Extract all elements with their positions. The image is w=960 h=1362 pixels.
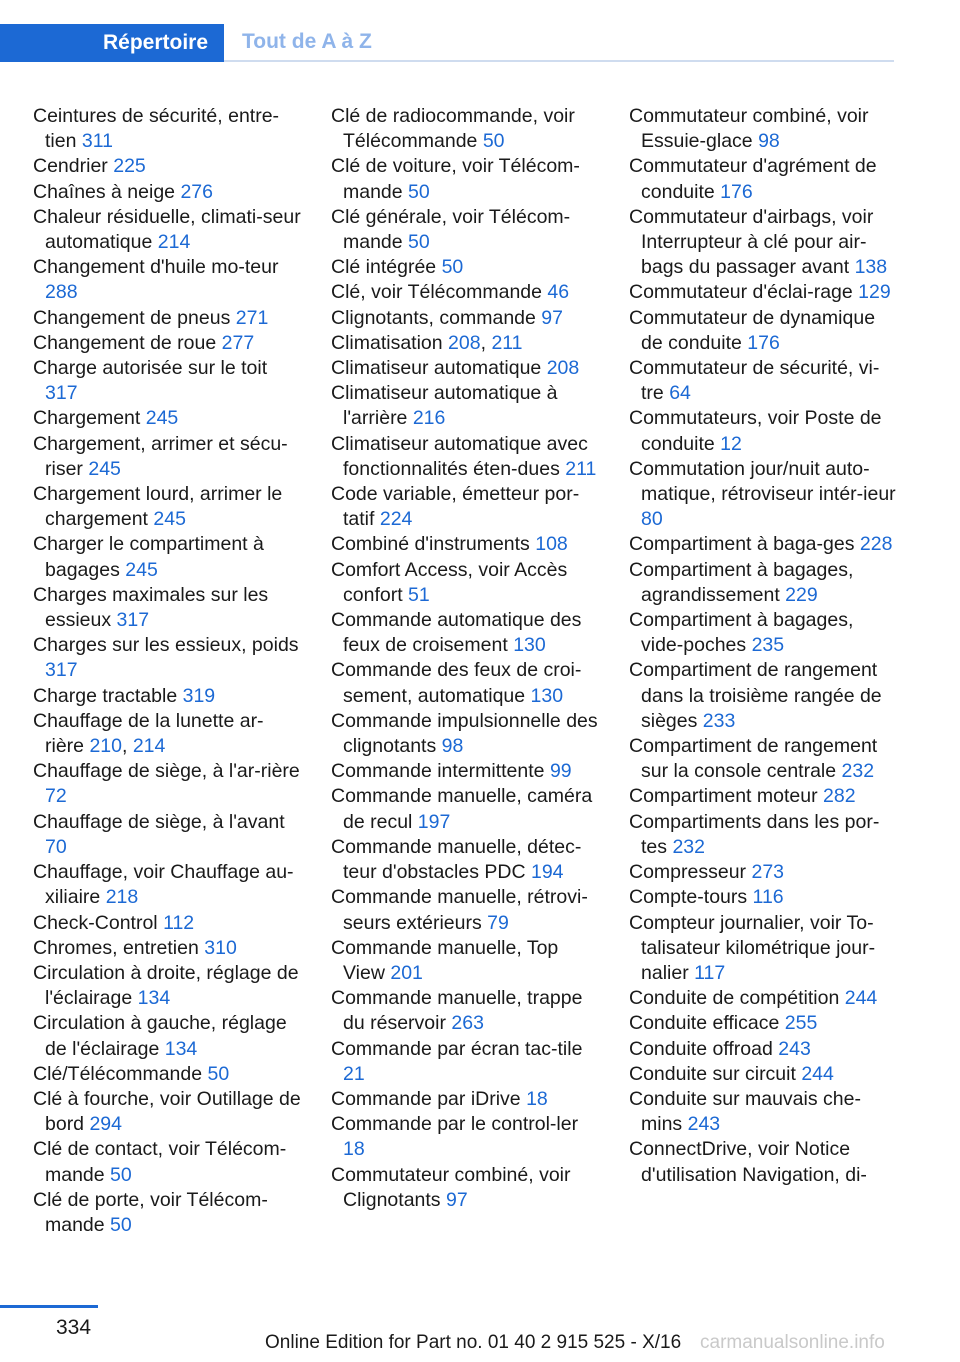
tab-tout-de-a-a-z[interactable]: Tout de A à Z (224, 24, 894, 62)
index-entry (33, 1087, 301, 1137)
index-entry-text: Commutation jour/nuit auto-matique, rétroviseur intér-ieur (629, 457, 896, 506)
index-entry-text: Commutateur combiné, voir Essuie-glace (629, 105, 869, 153)
page-link[interactable]: 50 (408, 231, 430, 254)
index-entry (33, 432, 301, 482)
page-link[interactable]: 216 (412, 407, 446, 430)
index-entry (331, 1112, 599, 1162)
index-entry (629, 734, 897, 784)
page-link[interactable]: 233 (702, 709, 736, 732)
index-entry-text: Chauffage, voir Chauffage au-xiliaire (33, 861, 294, 909)
index-entry (629, 356, 897, 406)
page-link[interactable]: 21 (343, 1062, 365, 1085)
index-entry (33, 406, 301, 431)
index-entry-text: Climatiseur automatique (331, 357, 542, 380)
index-entry-text: Charges maximales sur les essieux (33, 583, 269, 632)
page-link[interactable]: 129 (858, 281, 891, 304)
index-entry-text: Commutateur d'agrément de conduite (629, 155, 877, 203)
index-entry (33, 532, 301, 582)
index-entry (629, 810, 897, 860)
index-entry-text: Clé de contact, voir Télécom-mande (33, 1138, 287, 1186)
index-entry (331, 1087, 599, 1112)
index-entry (33, 180, 301, 205)
index-entry (33, 331, 301, 356)
page-link[interactable]: 317 (45, 382, 78, 405)
index-entry-text: Commande par le control-ler (331, 1113, 579, 1136)
index-entry-text: Code variable, émetteur por-tatif (331, 483, 580, 531)
page-link[interactable]: 244 (844, 987, 878, 1010)
watermark: carmanualsonline.info (700, 1332, 885, 1353)
index-entry (629, 911, 897, 987)
page-link[interactable]: 245 (88, 457, 121, 480)
page-link[interactable]: 214 (132, 735, 166, 758)
index-entry (33, 1011, 301, 1061)
page-link[interactable]: 176 (747, 331, 780, 354)
index-entry-text: Cendrier (33, 155, 108, 178)
index-entry-text: Commutateur de dynamique de conduite (629, 306, 876, 354)
index-entry (629, 306, 897, 356)
page-link[interactable]: 277 (221, 331, 255, 354)
page-link[interactable]: 228 (859, 533, 893, 556)
index-entry (331, 1163, 599, 1213)
index-entry (629, 532, 897, 557)
page-link[interactable]: 255 (784, 1012, 818, 1035)
index-entry-text: Chauffage de siège, à l'avant (33, 810, 285, 833)
index-entry-text: Commande manuelle, caméra de recul (331, 785, 593, 833)
index-entry (629, 658, 897, 734)
index-entry (33, 1062, 301, 1087)
page-link[interactable]: 98 (441, 735, 464, 758)
index-entry-text: Conduite sur mauvais che-mins (629, 1087, 861, 1136)
index-entry-text: Commande impulsionnelle des clignotants (331, 709, 598, 758)
index-entry-text: Conduite offroad (629, 1037, 773, 1060)
index-entry-text: Changement d'huile mo-teur (33, 256, 279, 279)
index-entry (33, 936, 301, 961)
page-link[interactable]: 210 (89, 735, 122, 758)
index-entry (33, 583, 301, 633)
page-link[interactable]: 130 (513, 634, 546, 657)
index-entry-text: Clé/Télécommande (33, 1062, 203, 1085)
index-entry: Chauffage de la lunette ar-rière 210, 214 (33, 709, 264, 758)
index-entry (331, 1037, 599, 1087)
page-link[interactable]: 138 (854, 256, 888, 279)
index-entry-text: Chargement lourd, arrimer le chargement (33, 483, 283, 531)
index-entry (33, 860, 301, 910)
index-column-3 (629, 104, 897, 1188)
page-link[interactable]: 282 (823, 785, 856, 808)
index-entry-text: Changement de roue (33, 331, 217, 354)
index-entry (331, 356, 599, 381)
page-link[interactable]: 218 (105, 886, 139, 909)
edition-note: Online Edition for Part no. 01 40 2 915 525 - X/16 (265, 1332, 682, 1353)
page-link[interactable]: 235 (751, 634, 785, 657)
page-link[interactable]: 288 (45, 281, 78, 304)
index-entry (331, 558, 599, 608)
index-entry-text: Chaînes à neige (33, 180, 176, 203)
page-link[interactable]: 50 (110, 1163, 132, 1186)
index-entry (629, 608, 897, 658)
index-entry (331, 255, 599, 280)
page-number: 334 (56, 1316, 92, 1339)
index-entry (33, 633, 301, 683)
index-entry-text: Chauffage de la lunette ar-rière (33, 709, 264, 758)
page-link[interactable]: 211 (565, 457, 597, 480)
index-entry-text: Conduite sur circuit (629, 1062, 796, 1085)
page-link[interactable]: 232 (841, 760, 875, 783)
page-link[interactable]: 97 (445, 1188, 468, 1211)
index-entry (33, 961, 301, 1011)
page-link[interactable]: 244 (801, 1062, 834, 1085)
index-entry-text: Clé de radiocommande, voir Télécommande (331, 105, 575, 153)
page-link[interactable]: 201 (390, 961, 423, 984)
index-entry-text: Climatiseur automatique avec fonctionnalités éten-dues (331, 432, 588, 480)
index-entry (629, 784, 897, 809)
index-entry (331, 482, 599, 532)
index-entry-text: Commande manuelle, détec-teur d'obstacles PDC (331, 835, 582, 884)
index-entry (33, 1188, 301, 1238)
page-link[interactable]: 263 (451, 1012, 484, 1035)
footer-accent-line (0, 1305, 98, 1308)
index-entry-text: Changement de pneus (33, 306, 231, 329)
index-entry (331, 306, 599, 331)
page-link[interactable]: 50 (408, 180, 430, 203)
index-entry-text: ConnectDrive, voir Notice d'utilisation Navigation, di- (629, 1138, 867, 1186)
page-link[interactable]: 18 (526, 1087, 548, 1110)
page-link[interactable]: 79 (487, 911, 509, 934)
index-entry-text: Compartiment à bagages, agrandissement (629, 558, 854, 606)
index-entry (33, 104, 301, 154)
index-entry-text: Clé intégrée (331, 256, 437, 279)
index-entry (33, 684, 301, 709)
index-entry (331, 784, 599, 834)
index-entry (331, 759, 599, 784)
index-entry (629, 885, 897, 910)
index-entry (33, 356, 301, 406)
page-link[interactable]: 211 (491, 331, 523, 354)
page-link[interactable]: 108 (535, 533, 568, 556)
page-link[interactable]: 197 (417, 810, 451, 833)
index-entry-text: Commutateur combiné, voir Clignotants (331, 1163, 571, 1211)
index-entry (629, 1062, 897, 1087)
page-link[interactable]: 276 (180, 180, 213, 203)
index-entry (629, 457, 897, 533)
index-entry-text: Chargement (33, 407, 141, 430)
index-entry-text: Compartiment à bagages, vide-poches (629, 609, 854, 657)
page-link[interactable]: 294 (89, 1113, 122, 1136)
page-link[interactable]: 311 (81, 130, 113, 153)
page-link[interactable]: 98 (758, 130, 780, 153)
tab-repertoire[interactable]: Répertoire (0, 24, 224, 62)
index-entry (33, 1137, 301, 1187)
index-entry-text: Commutateur d'éclai-rage (629, 281, 853, 304)
index-entry-text: Clé de voiture, voir Télécom-mande (331, 155, 580, 203)
index-entry-text: Commande par écran tac-tile (331, 1037, 583, 1060)
index-entry (331, 658, 599, 708)
index-entry (629, 986, 897, 1011)
index-entry-text: Commande intermittente (331, 760, 545, 783)
index-entry (629, 280, 897, 305)
index-entry-text: Circulation à gauche, réglage de l'éclairage (33, 1012, 287, 1060)
index-entry-text: Compartiment à baga-ges (629, 533, 855, 556)
page-link[interactable]: 271 (235, 306, 269, 329)
page-link[interactable]: 70 (45, 835, 67, 858)
page-link[interactable]: 50 (207, 1062, 230, 1085)
index-entry-text: Commutateurs, voir Poste de conduite (629, 407, 882, 455)
index-entry (33, 759, 301, 809)
page-link[interactable]: 214 (157, 231, 191, 254)
index-entry (33, 306, 301, 331)
page-link[interactable]: 243 (687, 1113, 721, 1136)
index-entry-text: Clé à fourche, voir Outillage de bord (33, 1087, 301, 1136)
index-entry (331, 608, 599, 658)
page-link[interactable]: 176 (720, 180, 753, 203)
index-column-2 (331, 104, 599, 1213)
page-link[interactable]: 51 (408, 583, 430, 606)
index-entry-text: Comfort Access, voir Accès confort (331, 558, 568, 606)
page-link[interactable]: 317 (116, 609, 150, 632)
index-entry (331, 532, 599, 557)
page-link[interactable]: 208 (546, 357, 580, 380)
page-link[interactable]: 12 (720, 432, 742, 455)
page-link[interactable]: 134 (164, 1037, 198, 1060)
index-entry (629, 406, 897, 456)
index-entry-text: Charges sur les essieux, poids (33, 634, 299, 657)
index-entry-text: Chargement, arrimer et sécu-riser (33, 432, 288, 480)
index-entry (629, 104, 897, 154)
page-link[interactable]: 117 (694, 961, 726, 984)
index-entry-text: Commutateur de sécurité, vi-tre (629, 357, 880, 405)
index-entry (33, 255, 301, 305)
index-entry-text: Climatisation (331, 331, 443, 354)
page-link[interactable]: 232 (672, 835, 705, 858)
index-entry-text: Compartiment moteur (629, 785, 818, 808)
index-entry-text: Clé, voir Télécommande (331, 281, 542, 304)
index-entry (331, 205, 599, 255)
page-link[interactable]: 317 (45, 659, 78, 682)
index-entry-text: Circulation à droite, réglage de l'éclairage (33, 961, 299, 1010)
page-link[interactable]: 273 (751, 861, 785, 884)
index-entry (33, 482, 301, 532)
index-entry-text: Chaleur résiduelle, climati-seur automatique (33, 205, 301, 254)
index-entry (331, 104, 599, 154)
index-entry-text: Compteur journalier, voir To-talisateur kilométrique jour-nalier (629, 911, 876, 984)
page-link[interactable]: 130 (530, 684, 564, 707)
page-link[interactable]: 50 (110, 1213, 132, 1236)
page-link[interactable]: 319 (182, 684, 216, 707)
index-column-1 (33, 104, 301, 1238)
index-entry-text: Chauffage de siège, à l'ar-rière (33, 760, 300, 783)
index-entry (629, 154, 897, 204)
index-entry (331, 885, 599, 935)
page-link[interactable]: 245 (125, 558, 158, 581)
index-entry-text: Clignotants, commande (331, 306, 536, 329)
page-link[interactable]: 72 (45, 785, 67, 808)
index-entry-text: Charge tractable (33, 684, 178, 707)
index-entry (33, 205, 301, 255)
page-link[interactable]: 99 (549, 760, 572, 783)
index-entry (331, 381, 599, 431)
page-link[interactable]: 225 (113, 155, 146, 178)
index-entry-text: Compartiments dans les por-tes (629, 810, 880, 858)
index-entry-text: Commande automatique des feux de croisement (331, 609, 582, 657)
index-entry-text: Compartiment de rangement sur la console centrale (629, 735, 878, 783)
page-link[interactable]: 18 (343, 1138, 365, 1161)
index-entry (629, 205, 897, 281)
index-entry-text: Commande des feux de croi-sement, automatique (331, 659, 582, 707)
index-entry (331, 432, 599, 482)
page-link[interactable]: 224 (379, 508, 413, 531)
page-link[interactable]: 243 (778, 1037, 811, 1060)
index-entry (331, 936, 599, 986)
page-link[interactable]: 194 (530, 861, 564, 884)
page-link[interactable]: 245 (145, 407, 179, 430)
index-entry-text: Chromes, entretien (33, 936, 199, 959)
page-link[interactable]: 50 (441, 256, 464, 279)
top-navigation (0, 0, 960, 62)
page-link[interactable]: 208 (448, 331, 481, 354)
page-link[interactable]: 134 (137, 987, 171, 1010)
index-entry-text: Commutateur d'airbags, voir Interrupteur à clé pour air-bags du passager avant (629, 205, 874, 279)
page-link[interactable]: 112 (163, 911, 195, 934)
index-entry (331, 835, 599, 885)
page-link[interactable]: 310 (204, 936, 237, 959)
index-entry (629, 860, 897, 885)
index-entry (33, 154, 301, 179)
page-link[interactable]: 50 (482, 130, 505, 153)
index-entry (629, 1011, 897, 1036)
index-entry-text: Charger le compartiment à bagages (33, 533, 264, 581)
index-entry: Climatisation 208, 211 (331, 331, 523, 354)
index-entry-text: Ceintures de sécurité, entre-tien (33, 105, 280, 153)
index-entry (33, 911, 301, 936)
index-entry-text: Compte-tours (629, 886, 748, 909)
index-entry-text: Commande manuelle, Top View (331, 936, 559, 984)
index-entry (331, 280, 599, 305)
page-link[interactable]: 97 (541, 306, 563, 329)
index-entry (629, 1087, 897, 1137)
page-link[interactable]: 116 (752, 886, 784, 909)
index-entry (629, 1037, 897, 1062)
index-entry-text: Combiné d'instruments (331, 533, 530, 556)
index-entry (33, 810, 301, 860)
index-entry-text: Conduite de compétition (629, 987, 840, 1010)
index-entry-text: Charge autorisée sur le toit (33, 357, 268, 380)
index-entry (331, 986, 599, 1036)
index-entry-text: Clé de porte, voir Télécom-mande (33, 1188, 268, 1236)
index-entry-text: Compartiment de rangement dans la troisième rangée de sièges (629, 659, 882, 732)
index-entry-text: Conduite efficace (629, 1012, 780, 1035)
index-entry-text: Compresseur (629, 861, 747, 884)
index-entry (331, 709, 599, 759)
index-entry-text: Check-Control (33, 911, 158, 934)
index-entry (629, 1137, 897, 1187)
page-link[interactable]: 80 (641, 508, 663, 531)
page-link[interactable]: 64 (669, 382, 691, 405)
index-entry-text: Commande par iDrive (331, 1087, 521, 1110)
page-link[interactable]: 229 (785, 583, 818, 606)
index-entry (331, 154, 599, 204)
index-entry-text: Climatiseur automatique à l'arrière (331, 382, 558, 430)
index-entry (629, 558, 897, 608)
index-entry-text: Commande manuelle, trappe du réservoir (331, 987, 583, 1035)
index-entry-text: Clé générale, voir Télécom-mande (331, 205, 571, 254)
page-link[interactable]: 245 (153, 508, 186, 531)
page-link[interactable]: 46 (547, 281, 570, 304)
index-entry-text: Commande manuelle, rétrovi-seurs extérieurs (331, 886, 588, 934)
